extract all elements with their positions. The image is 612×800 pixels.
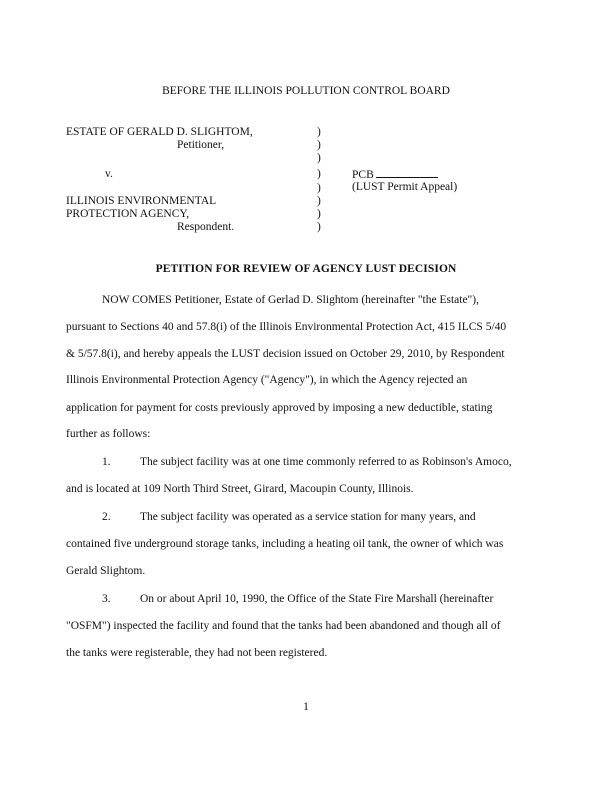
pcb-number-blank xyxy=(376,167,438,178)
paragraph-line: The subject facility was operated as a service station for many years, and xyxy=(140,511,476,523)
caption-paren: ) xyxy=(317,221,321,233)
intro-line: pursuant to Sections 40 and 57.8(i) of the Illinois Environmental Protection Act, 415 ILCS 5/40 xyxy=(66,321,507,333)
paragraph-line: contained five underground storage tanks, including a heating oil tank, the owner of which was xyxy=(66,538,504,550)
intro-line: & 5/57.8(i), and hereby appeals the LUST decision issued on October 29, 2010, by Respondent xyxy=(66,348,505,360)
petition-title: PETITION FOR REVIEW OF AGENCY LUST DECISION xyxy=(155,263,457,275)
intro-line: further as follows: xyxy=(66,428,151,440)
paragraph-line: and is located at 109 North Third Street, Girard, Macoupin County, Illinois. xyxy=(66,483,414,495)
caption-paren: ) xyxy=(317,126,321,138)
paragraph-line: The subject facility was at one time commonly referred to as Robinson's Amoco, xyxy=(140,456,512,468)
paragraph-number: 3. xyxy=(102,593,111,605)
page-number: 1 xyxy=(303,701,309,713)
paragraph-line: "OSFM") inspected the facility and found that the tanks had been abandoned and though all of xyxy=(66,620,501,632)
caption-paren: ) xyxy=(317,208,321,220)
respondent-name-line1: ILLINOIS ENVIRONMENTAL xyxy=(66,195,217,207)
caption-paren: ) xyxy=(317,182,321,194)
intro-line: Illinois Environmental Protection Agency ("Agency"), in which the Agency rejected an xyxy=(66,374,468,386)
paragraph-line: the tanks were registerable, they had not been registered. xyxy=(66,647,328,659)
intro-line: NOW COMES Petitioner, Estate of Gerlad D. Slightom (hereinafter "the Estate"), xyxy=(102,294,479,306)
appeal-type: (LUST Permit Appeal) xyxy=(352,181,458,193)
caption-paren: ) xyxy=(317,139,321,151)
caption-paren: ) xyxy=(317,195,321,207)
caption-paren: ) xyxy=(317,168,321,180)
paragraph-number: 2. xyxy=(102,511,111,523)
intro-line: application for payment for costs previously approved by imposing a new deductible, stating xyxy=(66,402,493,414)
paragraph-line: On or about April 10, 1990, the Office of the State Fire Marshall (hereinafter xyxy=(140,593,494,605)
paragraph-line: Gerald Slightom. xyxy=(66,565,146,577)
pcb-label: PCB xyxy=(352,169,374,181)
caption-paren: ) xyxy=(317,152,321,164)
court-header: BEFORE THE ILLINOIS POLLUTION CONTROL BOARD xyxy=(162,85,450,97)
versus-label: v. xyxy=(105,168,113,180)
petitioner-name: ESTATE OF GERALD D. SLIGHTOM, xyxy=(66,126,253,138)
respondent-name-line2: PROTECTION AGENCY, xyxy=(66,208,190,220)
petitioner-role: Petitioner, xyxy=(177,139,225,151)
respondent-role: Respondent. xyxy=(177,221,235,233)
paragraph-number: 1. xyxy=(102,456,111,468)
